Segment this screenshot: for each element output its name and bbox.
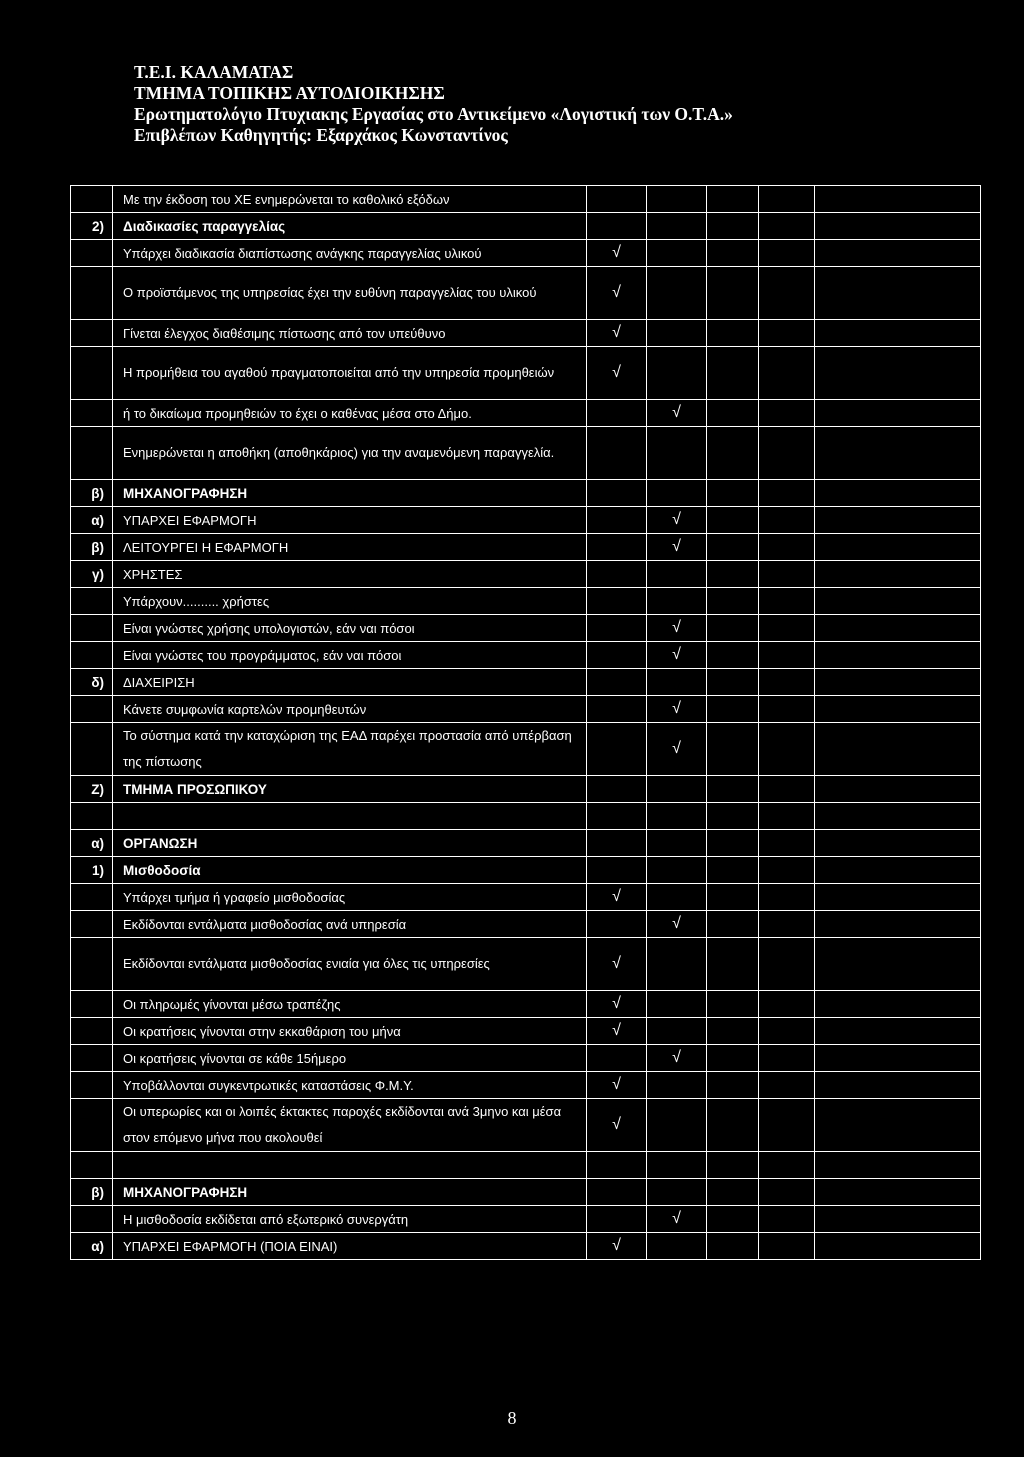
answer-cell-5 xyxy=(815,400,981,427)
row-number: α) xyxy=(71,830,113,857)
answer-cell-4 xyxy=(759,776,815,803)
answer-cell-4 xyxy=(759,1099,815,1152)
answer-cell-5 xyxy=(815,884,981,911)
answer-cell-4 xyxy=(759,320,815,347)
questionnaire-table xyxy=(70,185,981,1260)
answer-cell-1 xyxy=(587,615,647,642)
answer-cell-2 xyxy=(647,588,707,615)
answer-cell-2 xyxy=(647,267,707,320)
answer-cell-3 xyxy=(707,1233,759,1260)
header-supervisor: Επιβλέπων Καθηγητής: Εξαρχάκος Κωνσταντίνος xyxy=(134,125,508,145)
question-text: Η προμήθεια του αγαθού πραγματοποιείται από την υπηρεσία προμηθειών xyxy=(113,347,587,400)
answer-cell-2 xyxy=(647,1099,707,1152)
row-number: β) xyxy=(71,1179,113,1206)
question-text: Γίνεται έλεγχος διαθέσιμης πίστωσης από τον υπεύθυνο xyxy=(113,320,587,347)
answer-cell-5 xyxy=(815,830,981,857)
question-text: Οι υπερωρίες και οι λοιπές έκτακτες παροχές εκδίδονται ανά 3μηνο και μέσα στον επόμενο μήνα που ακολουθεί xyxy=(113,1099,587,1152)
answer-cell-1 xyxy=(587,1152,647,1179)
question-text: Είναι γνώστες χρήσης υπολογιστών, εάν ναι πόσοι xyxy=(113,615,587,642)
table-row xyxy=(71,938,981,991)
question-text: ΧΡΗΣΤΕΣ xyxy=(113,561,587,588)
question-text: ΤΜΗΜΑ ΠΡΟΣΩΠΙΚΟΥ xyxy=(113,776,587,803)
table-row xyxy=(71,186,981,213)
answer-cell-4 xyxy=(759,480,815,507)
answer-cell-3 xyxy=(707,1206,759,1233)
row-number xyxy=(71,347,113,400)
answer-cell-5 xyxy=(815,561,981,588)
answer-cell-4 xyxy=(759,803,815,830)
answer-cell-3 xyxy=(707,534,759,561)
question-text: ΜΗΧΑΝΟΓΡΑΦΗΣΗ xyxy=(113,480,587,507)
question-text: Οι κρατήσεις γίνονται σε κάθε 15ήμερο xyxy=(113,1045,587,1072)
table-row xyxy=(71,1018,981,1045)
answer-cell-1 xyxy=(587,911,647,938)
answer-cell-5 xyxy=(815,427,981,480)
answer-cell-2 xyxy=(647,669,707,696)
answer-cell-3 xyxy=(707,1152,759,1179)
table-row xyxy=(71,723,981,776)
answer-cell-5 xyxy=(815,1072,981,1099)
answer-cell-5 xyxy=(815,803,981,830)
answer-cell-4 xyxy=(759,723,815,776)
answer-cell-5 xyxy=(815,1018,981,1045)
answer-cell-4 xyxy=(759,642,815,669)
answer-cell-2: √ xyxy=(647,1045,707,1072)
question-text: Οι κρατήσεις γίνονται στην εκκαθάριση του μήνα xyxy=(113,1018,587,1045)
answer-cell-1: √ xyxy=(587,1072,647,1099)
answer-cell-1 xyxy=(587,803,647,830)
answer-cell-1 xyxy=(587,830,647,857)
table-row xyxy=(71,1072,981,1099)
answer-cell-3 xyxy=(707,267,759,320)
question-text: Το σύστημα κατά την καταχώριση της ΕΑΔ παρέχει προστασία από υπέρβαση της πίστωσης xyxy=(113,723,587,776)
answer-cell-5 xyxy=(815,669,981,696)
answer-cell-2 xyxy=(647,186,707,213)
answer-cell-2 xyxy=(647,803,707,830)
answer-cell-3 xyxy=(707,938,759,991)
answer-cell-4 xyxy=(759,561,815,588)
question-text: ΔΙΑΧΕΙΡΙΣΗ xyxy=(113,669,587,696)
answer-cell-1 xyxy=(587,857,647,884)
question-text: ΥΠΑΡΧΕΙ ΕΦΑΡΜΟΓΗ (ΠΟΙΑ ΕΙΝΑΙ) xyxy=(113,1233,587,1260)
answer-cell-2: √ xyxy=(647,534,707,561)
answer-cell-5 xyxy=(815,186,981,213)
row-number xyxy=(71,1099,113,1152)
answer-cell-5 xyxy=(815,507,981,534)
question-text: Εκδίδονται εντάλματα μισθοδοσίας ενιαία για όλες τις υπηρεσίες xyxy=(113,938,587,991)
answer-cell-1 xyxy=(587,186,647,213)
answer-cell-4 xyxy=(759,991,815,1018)
answer-cell-3 xyxy=(707,320,759,347)
answer-cell-4 xyxy=(759,938,815,991)
answer-cell-2: √ xyxy=(647,615,707,642)
answer-cell-1 xyxy=(587,696,647,723)
table-row xyxy=(71,669,981,696)
table-row xyxy=(71,642,981,669)
answer-cell-3 xyxy=(707,561,759,588)
answer-cell-2 xyxy=(647,213,707,240)
row-number xyxy=(71,615,113,642)
answer-cell-4 xyxy=(759,669,815,696)
row-number: α) xyxy=(71,507,113,534)
table-row xyxy=(71,1099,981,1152)
answer-cell-1: √ xyxy=(587,884,647,911)
answer-cell-4 xyxy=(759,400,815,427)
row-number: α) xyxy=(71,1233,113,1260)
answer-cell-2 xyxy=(647,1179,707,1206)
answer-cell-4 xyxy=(759,696,815,723)
table-row xyxy=(71,320,981,347)
table-row xyxy=(71,1152,981,1179)
table-row xyxy=(71,213,981,240)
answer-cell-3 xyxy=(707,347,759,400)
row-number xyxy=(71,884,113,911)
answer-cell-4 xyxy=(759,1045,815,1072)
answer-cell-5 xyxy=(815,534,981,561)
row-number xyxy=(71,1018,113,1045)
question-text: ΟΡΓΑΝΩΣΗ xyxy=(113,830,587,857)
answer-cell-3 xyxy=(707,1018,759,1045)
answer-cell-2 xyxy=(647,1072,707,1099)
answer-cell-5 xyxy=(815,696,981,723)
row-number xyxy=(71,642,113,669)
answer-cell-3 xyxy=(707,723,759,776)
table-row xyxy=(71,400,981,427)
row-number xyxy=(71,320,113,347)
table-row xyxy=(71,561,981,588)
question-text: Εκδίδονται εντάλματα μισθοδοσίας ανά υπηρεσία xyxy=(113,911,587,938)
row-number: δ) xyxy=(71,669,113,696)
answer-cell-2 xyxy=(647,1233,707,1260)
answer-cell-4 xyxy=(759,427,815,480)
answer-cell-5 xyxy=(815,240,981,267)
answer-cell-1 xyxy=(587,723,647,776)
document-header xyxy=(134,62,733,146)
table-row xyxy=(71,696,981,723)
question-text: Είναι γνώστες του προγράμματος, εάν ναι πόσοι xyxy=(113,642,587,669)
question-text xyxy=(113,1152,587,1179)
answer-cell-5 xyxy=(815,320,981,347)
question-text: Οι πληρωμές γίνονται μέσω τραπέζης xyxy=(113,991,587,1018)
question-text: Υπάρχει τμήμα ή γραφείο μισθοδοσίας xyxy=(113,884,587,911)
question-text: Μισθοδοσία xyxy=(113,857,587,884)
row-number xyxy=(71,1072,113,1099)
table-row xyxy=(71,803,981,830)
answer-cell-5 xyxy=(815,588,981,615)
row-number xyxy=(71,186,113,213)
row-number xyxy=(71,911,113,938)
question-text: ΥΠΑΡΧΕΙ ΕΦΑΡΜΟΓΗ xyxy=(113,507,587,534)
answer-cell-1: √ xyxy=(587,1099,647,1152)
answer-cell-3 xyxy=(707,911,759,938)
answer-cell-3 xyxy=(707,213,759,240)
answer-cell-3 xyxy=(707,776,759,803)
header-institution: Τ.Ε.Ι. ΚΑΛΑΜΑΤΑΣ xyxy=(134,62,294,82)
question-text: Με την έκδοση του ΧΕ ενημερώνεται το καθολικό εξόδων xyxy=(113,186,587,213)
answer-cell-1 xyxy=(587,480,647,507)
answer-cell-3 xyxy=(707,1045,759,1072)
answer-cell-2: √ xyxy=(647,696,707,723)
answer-cell-3 xyxy=(707,588,759,615)
row-number xyxy=(71,1045,113,1072)
answer-cell-1 xyxy=(587,507,647,534)
answer-cell-2 xyxy=(647,938,707,991)
answer-cell-1 xyxy=(587,534,647,561)
answer-cell-1 xyxy=(587,1045,647,1072)
row-number xyxy=(71,1152,113,1179)
question-text: Υπάρχουν.......... χρήστες xyxy=(113,588,587,615)
answer-cell-3 xyxy=(707,615,759,642)
table-row xyxy=(71,240,981,267)
answer-cell-4 xyxy=(759,347,815,400)
answer-cell-1: √ xyxy=(587,347,647,400)
answer-cell-2: √ xyxy=(647,642,707,669)
question-text: Κάνετε συμφωνία καρτελών προμηθευτών xyxy=(113,696,587,723)
table-row xyxy=(71,1179,981,1206)
answer-cell-3 xyxy=(707,830,759,857)
answer-cell-3 xyxy=(707,1179,759,1206)
answer-cell-4 xyxy=(759,588,815,615)
answer-cell-5 xyxy=(815,776,981,803)
question-text: Υπάρχει διαδικασία διαπίστωσης ανάγκης παραγγελίας υλικού xyxy=(113,240,587,267)
answer-cell-2 xyxy=(647,776,707,803)
table-row xyxy=(71,347,981,400)
answer-cell-1 xyxy=(587,427,647,480)
table-row xyxy=(71,267,981,320)
answer-cell-2 xyxy=(647,1152,707,1179)
question-text: Υποβάλλονται συγκεντρωτικές καταστάσεις Φ.Μ.Υ. xyxy=(113,1072,587,1099)
header-department: ΤΜΗΜΑ ΤΟΠΙΚΗΣ ΑΥΤΟΔΙΟΙΚΗΣΗΣ xyxy=(134,83,445,103)
question-text xyxy=(113,803,587,830)
table-row xyxy=(71,857,981,884)
answer-cell-4 xyxy=(759,1206,815,1233)
answer-cell-5 xyxy=(815,1045,981,1072)
row-number xyxy=(71,400,113,427)
answer-cell-4 xyxy=(759,1233,815,1260)
table-row xyxy=(71,588,981,615)
answer-cell-1: √ xyxy=(587,240,647,267)
question-text: Διαδικασίες παραγγελίας xyxy=(113,213,587,240)
answer-cell-3 xyxy=(707,669,759,696)
answer-cell-5 xyxy=(815,347,981,400)
answer-cell-5 xyxy=(815,615,981,642)
answer-cell-1 xyxy=(587,561,647,588)
answer-cell-5 xyxy=(815,642,981,669)
answer-cell-5 xyxy=(815,1206,981,1233)
question-text: ή το δικαίωμα προμηθειών το έχει ο καθένας μέσα στο Δήμο. xyxy=(113,400,587,427)
answer-cell-1 xyxy=(587,213,647,240)
page-number: 8 xyxy=(507,1408,517,1428)
table-row xyxy=(71,1206,981,1233)
question-text: Η μισθοδοσία εκδίδεται από εξωτερικό συνεργάτη xyxy=(113,1206,587,1233)
answer-cell-3 xyxy=(707,427,759,480)
answer-cell-1: √ xyxy=(587,938,647,991)
question-text: ΜΗΧΑΝΟΓΡΑΦΗΣΗ xyxy=(113,1179,587,1206)
answer-cell-2 xyxy=(647,347,707,400)
answer-cell-4 xyxy=(759,267,815,320)
answer-cell-5 xyxy=(815,1152,981,1179)
table-row xyxy=(71,1045,981,1072)
header-title: Ερωτηματολόγιο Πτυχιακης Εργασίας στο Αντικείμενο «Λογιστική των Ο.Τ.Α.» xyxy=(134,104,733,124)
table-row xyxy=(71,991,981,1018)
answer-cell-2 xyxy=(647,240,707,267)
answer-cell-2 xyxy=(647,830,707,857)
row-number xyxy=(71,427,113,480)
answer-cell-1 xyxy=(587,776,647,803)
answer-cell-4 xyxy=(759,240,815,267)
answer-cell-3 xyxy=(707,642,759,669)
answer-cell-5 xyxy=(815,991,981,1018)
answer-cell-2 xyxy=(647,991,707,1018)
answer-cell-5 xyxy=(815,938,981,991)
answer-cell-4 xyxy=(759,884,815,911)
answer-cell-4 xyxy=(759,1152,815,1179)
row-number: γ) xyxy=(71,561,113,588)
row-number xyxy=(71,240,113,267)
answer-cell-3 xyxy=(707,1072,759,1099)
answer-cell-1: √ xyxy=(587,991,647,1018)
answer-cell-1: √ xyxy=(587,320,647,347)
row-number xyxy=(71,588,113,615)
answer-cell-5 xyxy=(815,857,981,884)
answer-cell-3 xyxy=(707,480,759,507)
answer-cell-4 xyxy=(759,1018,815,1045)
answer-cell-2: √ xyxy=(647,723,707,776)
row-number: 1) xyxy=(71,857,113,884)
answer-cell-1: √ xyxy=(587,1018,647,1045)
answer-cell-4 xyxy=(759,1072,815,1099)
answer-cell-5 xyxy=(815,213,981,240)
table-row xyxy=(71,1233,981,1260)
answer-cell-1: √ xyxy=(587,1233,647,1260)
table-row xyxy=(71,507,981,534)
answer-cell-3 xyxy=(707,400,759,427)
answer-cell-4 xyxy=(759,534,815,561)
answer-cell-1 xyxy=(587,588,647,615)
answer-cell-4 xyxy=(759,830,815,857)
answer-cell-4 xyxy=(759,186,815,213)
row-number: 2) xyxy=(71,213,113,240)
answer-cell-4 xyxy=(759,507,815,534)
table-row xyxy=(71,776,981,803)
row-number xyxy=(71,938,113,991)
answer-cell-2 xyxy=(647,857,707,884)
table-row xyxy=(71,884,981,911)
row-number: β) xyxy=(71,480,113,507)
answer-cell-4 xyxy=(759,213,815,240)
answer-cell-2: √ xyxy=(647,507,707,534)
answer-cell-4 xyxy=(759,911,815,938)
answer-cell-2 xyxy=(647,884,707,911)
answer-cell-2 xyxy=(647,480,707,507)
table-row xyxy=(71,534,981,561)
answer-cell-1 xyxy=(587,1179,647,1206)
answer-cell-5 xyxy=(815,1099,981,1152)
question-text: ΛΕΙΤΟΥΡΓΕΙ Η ΕΦΑΡΜΟΓΗ xyxy=(113,534,587,561)
answer-cell-5 xyxy=(815,723,981,776)
answer-cell-2: √ xyxy=(647,400,707,427)
table-row xyxy=(71,911,981,938)
answer-cell-3 xyxy=(707,240,759,267)
answer-cell-3 xyxy=(707,991,759,1018)
answer-cell-4 xyxy=(759,1179,815,1206)
answer-cell-3 xyxy=(707,803,759,830)
answer-cell-2 xyxy=(647,561,707,588)
answer-cell-4 xyxy=(759,857,815,884)
answer-cell-2 xyxy=(647,1018,707,1045)
row-number: Ζ) xyxy=(71,776,113,803)
answer-cell-5 xyxy=(815,267,981,320)
question-text: Ο προϊστάμενος της υπηρεσίας έχει την ευθύνη παραγγελίας του υλικού xyxy=(113,267,587,320)
answer-cell-2: √ xyxy=(647,911,707,938)
answer-cell-3 xyxy=(707,1099,759,1152)
table-row xyxy=(71,615,981,642)
answer-cell-1 xyxy=(587,1206,647,1233)
answer-cell-5 xyxy=(815,1233,981,1260)
answer-cell-3 xyxy=(707,884,759,911)
answer-cell-1: √ xyxy=(587,267,647,320)
row-number xyxy=(71,267,113,320)
row-number xyxy=(71,991,113,1018)
answer-cell-3 xyxy=(707,507,759,534)
row-number xyxy=(71,723,113,776)
question-text: Ενημερώνεται η αποθήκη (αποθηκάριος) για την αναμενόμενη παραγγελία. xyxy=(113,427,587,480)
answer-cell-1 xyxy=(587,400,647,427)
table-row xyxy=(71,427,981,480)
row-number: β) xyxy=(71,534,113,561)
answer-cell-1 xyxy=(587,642,647,669)
answer-cell-3 xyxy=(707,857,759,884)
answer-cell-2 xyxy=(647,320,707,347)
answer-cell-2: √ xyxy=(647,1206,707,1233)
table-row xyxy=(71,480,981,507)
answer-cell-2 xyxy=(647,427,707,480)
table-row xyxy=(71,830,981,857)
answer-cell-5 xyxy=(815,1179,981,1206)
row-number xyxy=(71,1206,113,1233)
answer-cell-3 xyxy=(707,696,759,723)
answer-cell-4 xyxy=(759,615,815,642)
answer-cell-5 xyxy=(815,480,981,507)
answer-cell-5 xyxy=(815,911,981,938)
answer-cell-1 xyxy=(587,669,647,696)
answer-cell-3 xyxy=(707,186,759,213)
row-number xyxy=(71,803,113,830)
row-number xyxy=(71,696,113,723)
